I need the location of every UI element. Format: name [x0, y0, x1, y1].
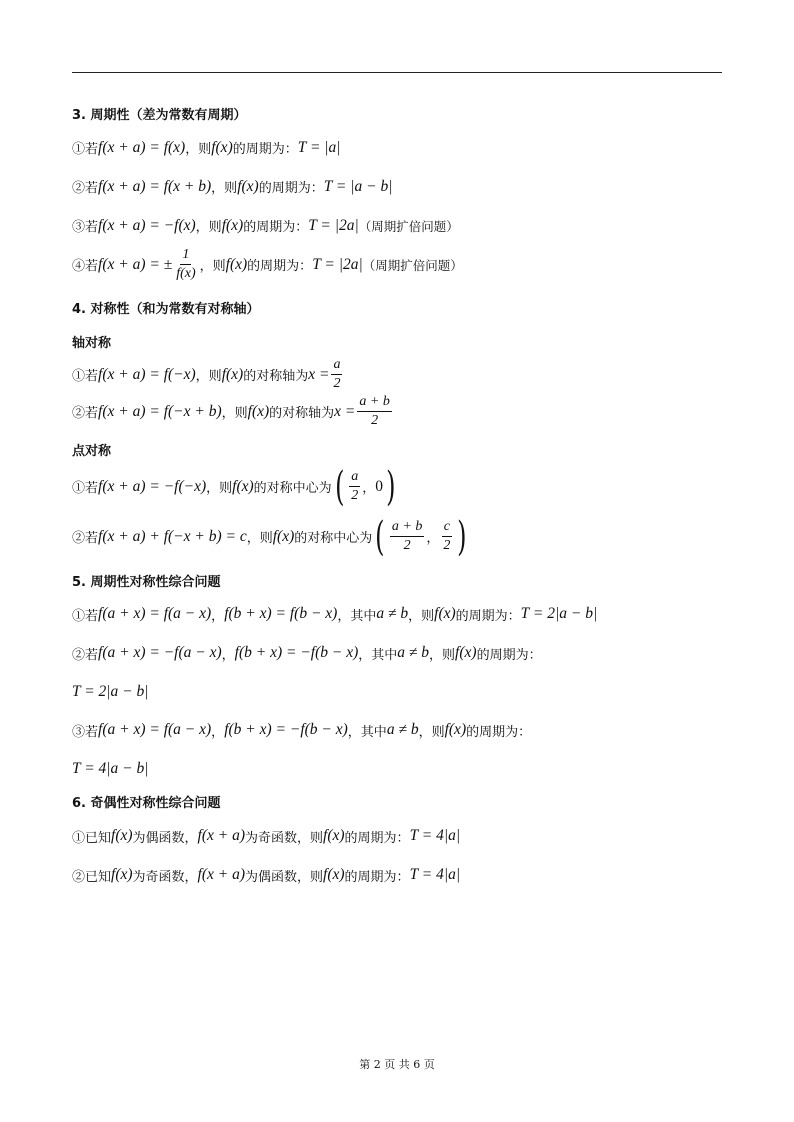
fraction	[357, 394, 391, 429]
function: f(x + a)	[197, 827, 246, 845]
parity-item-1	[72, 827, 722, 846]
item-prefix: ②若	[72, 647, 99, 663]
result: T = 2|a − b|	[72, 682, 149, 700]
text: 的周期为：	[466, 724, 532, 740]
text: 的周期为：	[232, 142, 298, 157]
item-prefix: ①若	[72, 608, 99, 624]
periodicity-item-2	[72, 177, 722, 196]
numerator: a	[331, 357, 342, 375]
formula: f(b + x) = −f(b − x)	[234, 644, 359, 662]
function: f(x)	[232, 477, 254, 495]
left-paren: (	[334, 463, 345, 510]
item-prefix: ①若	[72, 142, 99, 157]
formula: f(x + a) + f(−x + b) = c	[98, 527, 247, 545]
text: 为偶函数，则	[245, 869, 324, 885]
result: T = |a|	[297, 138, 341, 156]
text: 为奇函数，则	[245, 830, 324, 846]
item-prefix: ②若	[72, 181, 99, 196]
right-paren: )	[457, 513, 467, 560]
separator: ，	[221, 647, 235, 663]
item-prefix: ②已知	[72, 869, 112, 885]
formula: f(a + x) = f(a − x)	[98, 721, 212, 739]
item-prefix: ④若	[72, 259, 99, 275]
text: ，其中	[347, 724, 387, 740]
text: 的对称中心为	[253, 481, 332, 497]
function: f(x)	[221, 365, 244, 383]
section-3-title: 3. 周期性（差为常数有周期）	[72, 108, 247, 123]
numerator: 1	[180, 247, 191, 265]
formula: f(x + a) = f(x + b)	[98, 177, 212, 195]
numerator: c	[442, 519, 452, 537]
formula: f(x + a) = f(x)	[98, 138, 186, 156]
result: T = |a − b|	[323, 177, 393, 195]
connector: ，则	[199, 259, 226, 275]
periodicity-item-1	[72, 138, 722, 157]
formula: f(x + a) = f(−x + b)	[98, 402, 222, 420]
text: 为偶函数，	[132, 830, 198, 846]
formula: f(x + a) = −f(−x)	[98, 477, 207, 495]
fraction	[390, 519, 424, 554]
combined-item-2-result	[72, 683, 722, 701]
section-6-title: 6. 奇偶性对称性综合问题	[72, 795, 221, 811]
separator: ，	[211, 724, 225, 740]
formula: f(a + x) = −f(a − x)	[98, 644, 222, 662]
denominator: f(x)	[176, 266, 196, 282]
function: f(x)	[444, 721, 467, 739]
fraction	[174, 247, 197, 282]
left-paren: (	[375, 513, 385, 560]
text: 的周期为：	[455, 608, 521, 624]
function: f(x)	[111, 827, 133, 845]
text: 的对称中心为	[294, 531, 373, 547]
result: T = 4|a|	[409, 827, 461, 845]
function: f(x)	[247, 402, 270, 420]
note: （周期扩倍问题）	[358, 218, 459, 234]
formula: f(a + x) = f(a − x)	[98, 605, 212, 623]
numerator: a + b	[357, 394, 391, 412]
right-paren: )	[386, 463, 396, 510]
connector: ，则	[408, 608, 435, 624]
axis-item-1	[72, 357, 722, 392]
point-symmetry-title: 点对称	[72, 443, 112, 459]
page-footer: 第 2 页 共 6 页	[359, 1058, 435, 1071]
denominator: 2	[403, 538, 411, 554]
connector: ，则	[211, 181, 238, 196]
function: f(x)	[323, 827, 345, 845]
function: f(x)	[221, 216, 244, 234]
combined-item-2	[72, 644, 722, 663]
connector: ，则	[185, 142, 212, 157]
parity-item-2	[72, 866, 722, 885]
text: ，其中	[337, 608, 377, 624]
condition: a ≠ b	[386, 721, 419, 739]
item-prefix: ②若	[72, 406, 99, 422]
condition: a ≠ b	[397, 644, 430, 662]
result-lhs: x =	[308, 365, 330, 383]
section-4-title: 4. 对称性（和为常数有对称轴）	[72, 302, 260, 318]
text: 的周期为：	[344, 869, 410, 885]
page-content	[72, 100, 722, 885]
combined-item-3-result	[72, 760, 722, 778]
result: T = |2a|	[312, 255, 363, 273]
item-prefix: ①已知	[72, 830, 112, 846]
text: 的对称轴为	[269, 406, 335, 422]
formula: f(x + a) = f(−x)	[98, 365, 196, 383]
function: f(x)	[211, 138, 233, 156]
axis-item-2	[72, 394, 722, 429]
function: f(x)	[272, 527, 295, 545]
connector: ，则	[195, 220, 222, 235]
item-prefix: ②若	[72, 531, 99, 547]
text: 的周期为：	[344, 830, 410, 846]
result: T = 4|a − b|	[72, 759, 149, 777]
item-prefix: ①若	[72, 481, 99, 497]
function: f(x)	[237, 177, 259, 195]
fraction	[349, 469, 360, 504]
formula-lhs: f(x + a) = ±	[98, 255, 173, 273]
separator: ，	[211, 608, 225, 624]
text: 的周期为：	[258, 181, 324, 196]
axis-symmetry-title: 轴对称	[72, 336, 112, 352]
text: ，其中	[358, 647, 398, 663]
function: f(x)	[455, 644, 477, 662]
function: f(x)	[434, 605, 456, 623]
center-point	[372, 513, 470, 560]
item-prefix: ①若	[72, 369, 99, 385]
connector: ，则	[221, 406, 248, 422]
combined-item-1	[72, 605, 722, 624]
connector: ，则	[206, 481, 233, 497]
condition: a ≠ b	[376, 605, 409, 623]
header-rule	[72, 72, 722, 73]
separator: ，	[426, 531, 440, 547]
connector: ，则	[195, 369, 222, 385]
function: f(x + a)	[197, 866, 246, 884]
function: f(x)	[111, 866, 133, 884]
denominator: 2	[443, 538, 451, 554]
note: （周期扩倍问题）	[362, 257, 463, 273]
fraction	[441, 519, 452, 554]
result: T = 2|a − b|	[520, 605, 598, 623]
numerator: a	[349, 469, 360, 487]
periodicity-item-4	[72, 247, 722, 282]
combined-item-3	[72, 721, 722, 740]
separator: ，	[362, 481, 376, 497]
text: 的对称轴为	[243, 369, 309, 385]
text: 的周期为：	[476, 647, 542, 663]
item-prefix: ③若	[72, 724, 99, 740]
text: 的周期为：	[247, 259, 313, 275]
fraction	[331, 357, 342, 392]
formula: f(b + x) = f(b − x)	[224, 605, 338, 623]
point-item-2	[72, 513, 722, 560]
numerator: a + b	[390, 519, 424, 537]
section-5-title: 5. 周期性对称性综合问题	[72, 574, 221, 590]
denominator: 2	[333, 376, 341, 392]
function: f(x)	[323, 866, 345, 884]
result: T = |2a|	[308, 216, 359, 234]
formula: f(x + a) = −f(x)	[98, 216, 196, 234]
denominator: 2	[371, 413, 379, 429]
connector: ，则	[429, 647, 456, 663]
connector: ，则	[246, 531, 273, 547]
connector: ，则	[418, 724, 445, 740]
item-prefix: ③若	[72, 220, 99, 235]
second-coordinate: 0	[375, 477, 384, 495]
text: 为奇函数，	[132, 869, 198, 885]
denominator: 2	[351, 488, 359, 504]
function: f(x)	[225, 255, 248, 273]
formula: f(b + x) = −f(b − x)	[224, 721, 348, 739]
result-lhs: x =	[334, 402, 356, 420]
center-point	[332, 463, 399, 510]
point-item-1	[72, 463, 722, 510]
text: 的周期为：	[243, 220, 309, 235]
result: T = 4|a|	[409, 866, 461, 884]
periodicity-item-3	[72, 216, 722, 235]
